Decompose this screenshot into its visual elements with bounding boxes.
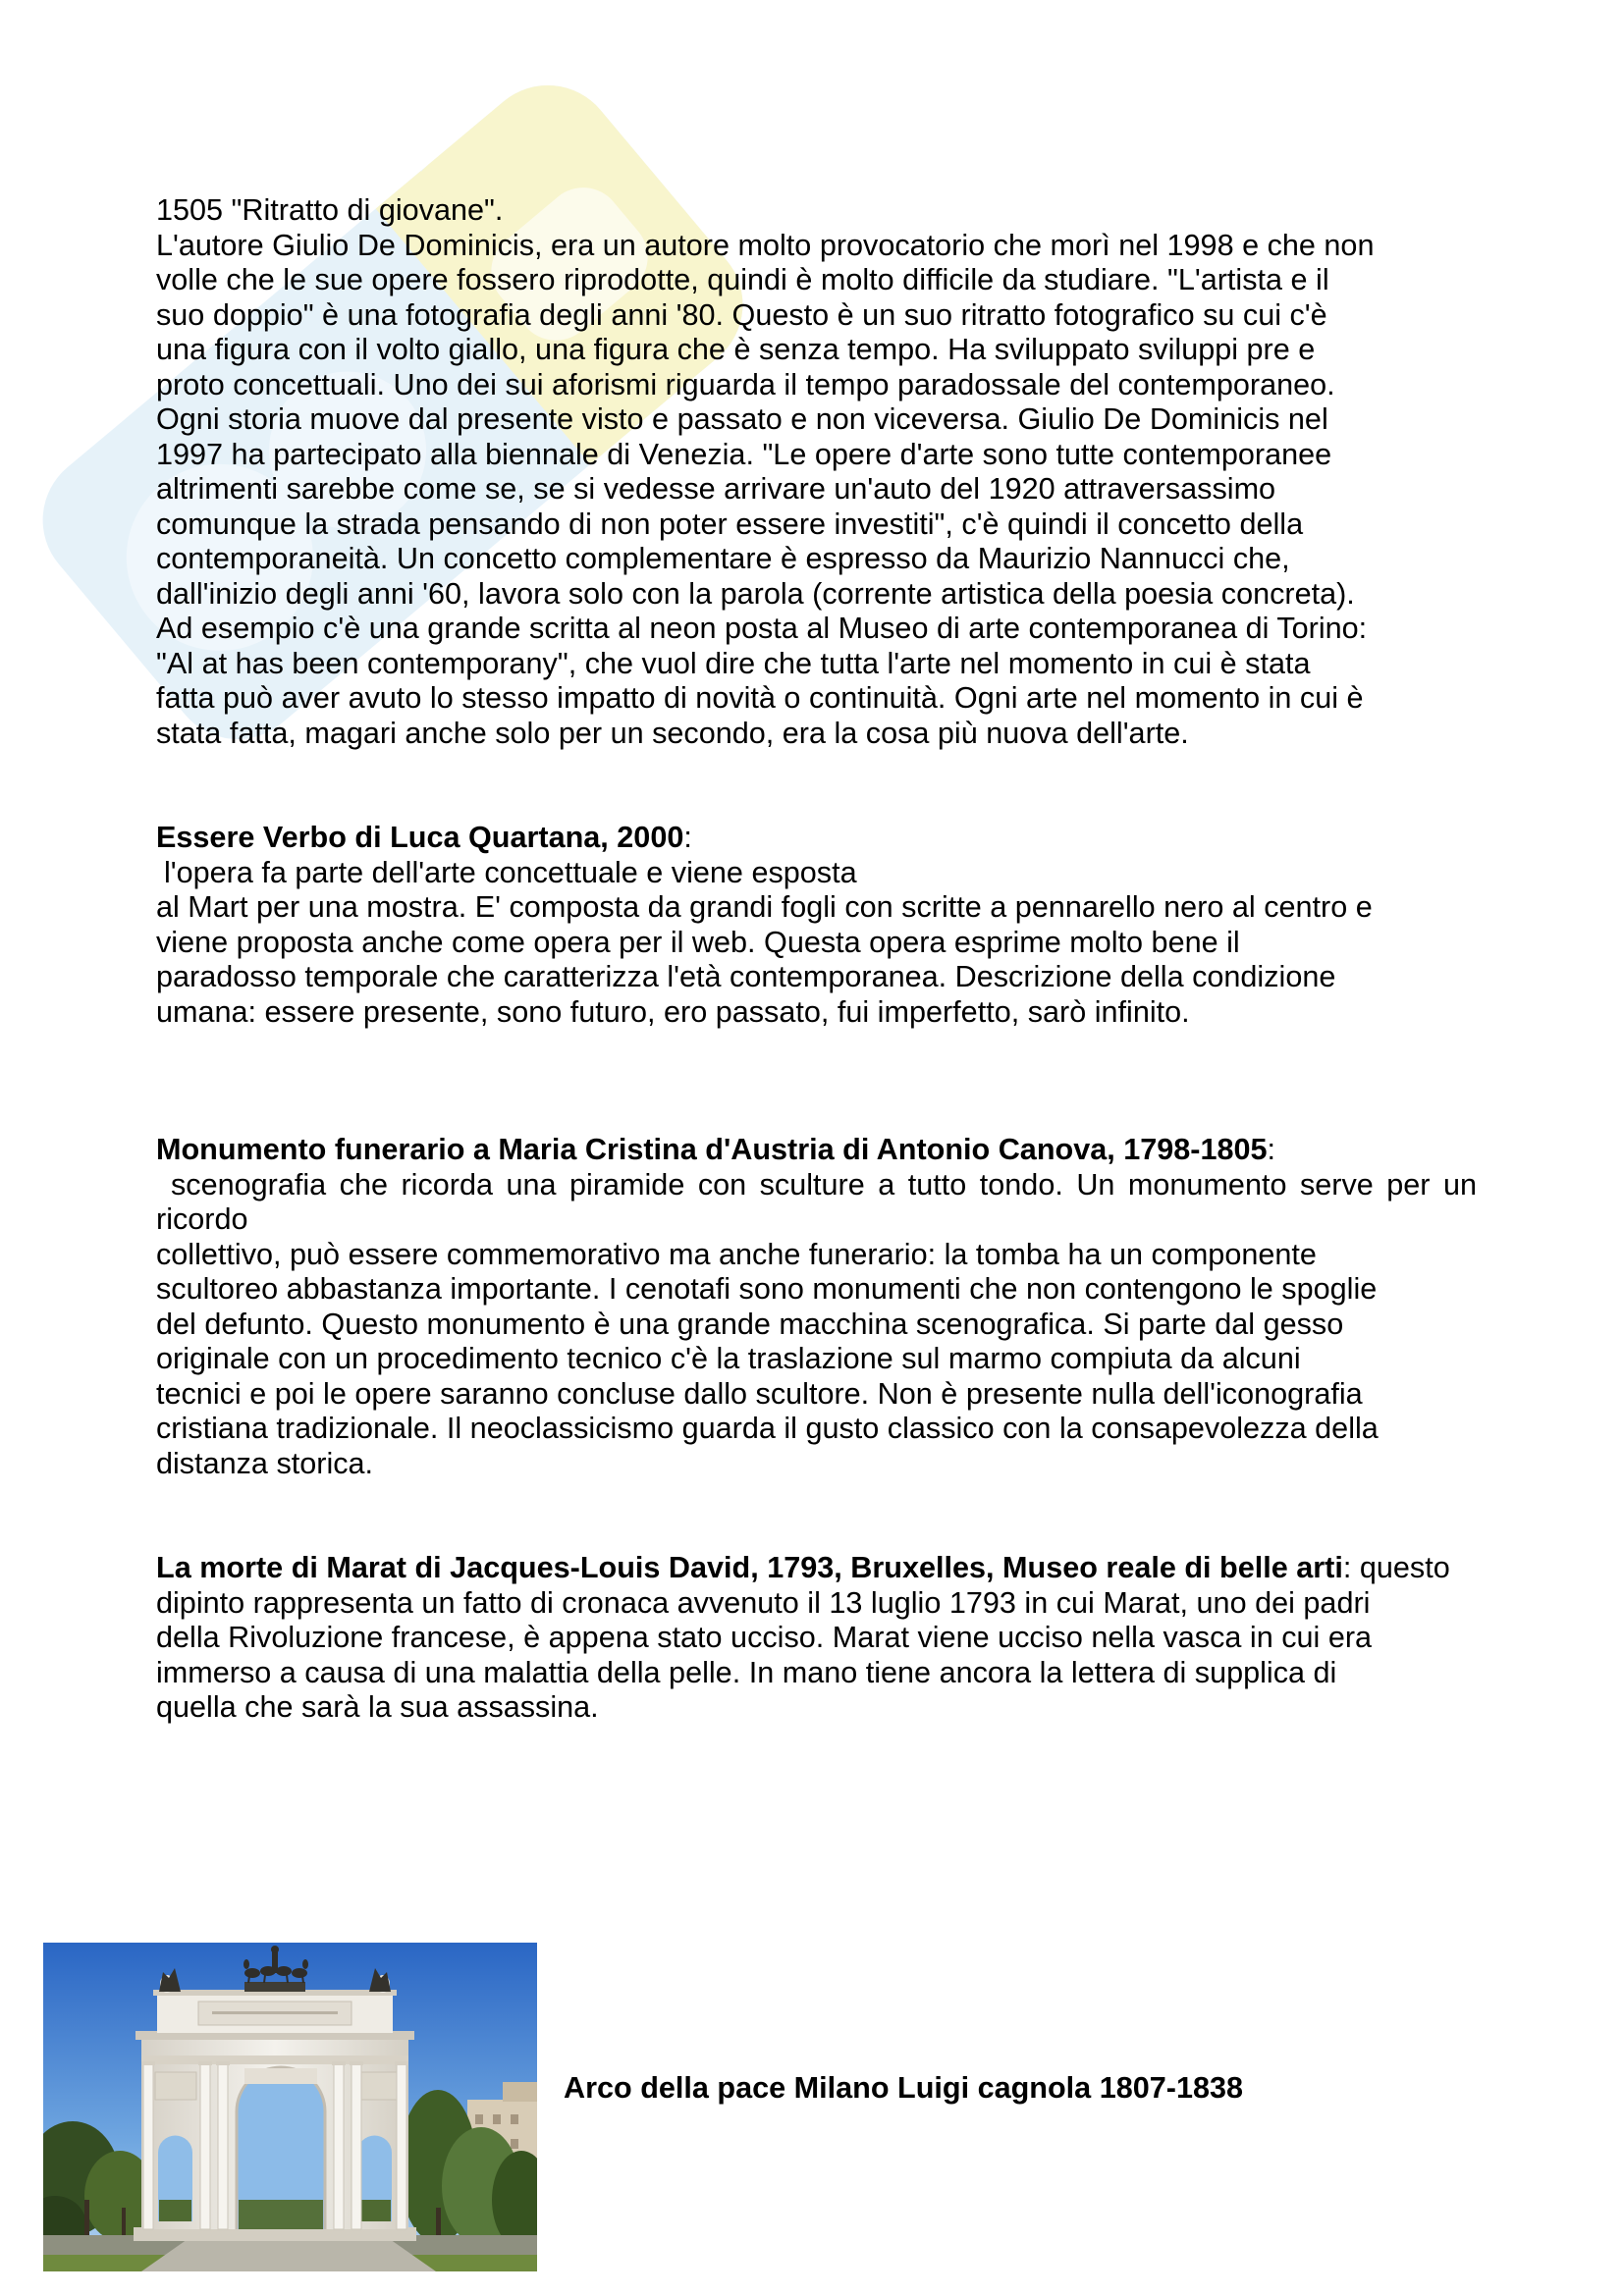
section-heading-line bbox=[156, 821, 1373, 856]
arco-della-pace-photo bbox=[43, 1943, 537, 2271]
intro-line: Ogni storia muove dal presente visto e passato e non viceversa. Giulio De Dominicis nel bbox=[156, 402, 1328, 436]
section-title: Essere Verbo di Luca Quartana, 2000 bbox=[156, 821, 684, 854]
body-line: dipinto rappresenta un fatto di cronaca avvenuto il 13 luglio 1793 in cui Marat, uno dei padri bbox=[156, 1585, 1371, 1620]
intro-line: L'autore Giulio De Dominicis, era un autore molto provocatorio che morì nel 1998 e che non bbox=[156, 228, 1375, 262]
section-title-suffix: : bbox=[683, 821, 692, 854]
intro-line: Ad esempio c'è una grande scritta al neon posta al Museo di arte contemporanea di Torino: bbox=[156, 612, 1368, 645]
marat-section bbox=[156, 1551, 1450, 1726]
intro-line: 1505 "Ritratto di giovane". bbox=[156, 193, 504, 227]
intro-line: altrimenti sarebbe come se, se si vedesse arrivare un'auto del 1920 attraversassimo bbox=[156, 472, 1276, 506]
body-line: paradosso temporale che caratterizza l'età contemporanea. Descrizione della condizione bbox=[156, 960, 1336, 993]
body-line: scultoreo abbastanza importante. I cenotafi sono monumenti che non contengono le spoglie bbox=[156, 1272, 1378, 1306]
body-line: immerso a causa di una malattia della pelle. In mano tiene ancora la lettera di supplica di bbox=[156, 1655, 1337, 1689]
body-line: originale con un procedimento tecnico c'è la traslazione sul marmo compiuta da alcuni bbox=[156, 1342, 1301, 1375]
intro-line: una figura con il volto giallo, una figura che è senza tempo. Ha sviluppato sviluppi pre e bbox=[156, 333, 1316, 366]
section-title-suffix: : bbox=[1267, 1133, 1276, 1166]
section-title: La morte di Marat di Jacques-Louis David, 1793, Bruxelles, Museo reale di belle arti bbox=[156, 1551, 1343, 1584]
body-line: del defunto. Questo monumento è una grande macchina scenografica. Si parte dal gesso bbox=[156, 1307, 1344, 1341]
intro-line: fatta può aver avuto lo stesso impatto di novità o continuità. Ogni arte nel momento in cui è bbox=[156, 681, 1364, 715]
essere-verbo-section bbox=[156, 821, 1373, 1030]
body-line: distanza storica. bbox=[156, 1446, 374, 1480]
section-title-suffix: : questo bbox=[1342, 1551, 1450, 1584]
intro-line: stata fatta, magari anche solo per un secondo, era la cosa più nuova dell'arte. bbox=[156, 716, 1189, 750]
body-line: della Rivoluzione francese, è appena stato ucciso. Marat viene ucciso nella vasca in cui era bbox=[156, 1621, 1373, 1654]
section-heading-line bbox=[156, 1133, 1477, 1168]
intro-line: comunque la strada pensando di non poter essere investiti", c'è quindi il concetto della bbox=[156, 507, 1304, 541]
intro-line: volle che le sue opere fossero riprodotte, quindi è molto difficile da studiare. "L'artista e il bbox=[156, 263, 1329, 296]
photo-arch bbox=[134, 1946, 416, 2241]
body-line: al Mart per una mostra. E' composta da grandi fogli con scritte a pennarello nero al centro e bbox=[156, 890, 1373, 924]
intro-line: dall'inizio degli anni '60, lavora solo con la parola (corrente artistica della poesia concreta). bbox=[156, 576, 1355, 611]
body-line: tecnici e poi le opere saranno concluse dallo scultore. Non è presente nulla dell'iconografia bbox=[156, 1376, 1363, 1411]
intro-paragraph bbox=[156, 193, 1374, 751]
body-line: scenografia che ricorda una piramide con sculture a tutto tondo. Un monumento serve per un bbox=[171, 1167, 1477, 1201]
intro-line: contemporaneità. Un concetto complementare è espresso da Maurizio Nannucci che, bbox=[156, 542, 1290, 575]
intro-line: 1997 ha partecipato alla biennale di Venezia. "Le opere d'arte sono tutte contemporanee bbox=[156, 437, 1332, 471]
body-line: l'opera fa parte dell'arte concettuale e viene esposta bbox=[164, 855, 857, 889]
body-line: umana: essere presente, sono futuro, ero passato, fui imperfetto, sarò infinito. bbox=[156, 994, 1190, 1029]
intro-line: "Al at has been contemporany", che vuol dire che tutta l'arte nel momento in cui è stata bbox=[156, 646, 1311, 680]
intro-line: proto concettuali. Uno dei sui aforismi riguarda il tempo paradossale del contemporaneo. bbox=[156, 367, 1335, 401]
body-line: viene proposta anche come opera per il web. Questa opera esprime molto bene il bbox=[156, 925, 1240, 959]
body-line: ricordo bbox=[156, 1202, 248, 1236]
body-line: collettivo, può essere commemorativo ma anche funerario: la tomba ha un componente bbox=[156, 1237, 1317, 1271]
intro-line: suo doppio" è una fotografia degli anni '80. Questo è un suo ritratto fotografico su cui c'è bbox=[156, 297, 1327, 332]
monumento-section bbox=[156, 1133, 1477, 1481]
body-line: cristiana tradizionale. Il neoclassicismo guarda il gusto classico con la consapevolezza della bbox=[156, 1412, 1379, 1445]
section-title: Monumento funerario a Maria Cristina d'Austria di Antonio Canova, 1798-1805 bbox=[156, 1133, 1268, 1166]
section-heading-line bbox=[156, 1551, 1450, 1586]
photo-caption: Arco della pace Milano Luigi cagnola 1807-1838 bbox=[564, 2071, 1244, 2105]
body-line: quella che sarà la sua assassina. bbox=[156, 1690, 599, 1724]
